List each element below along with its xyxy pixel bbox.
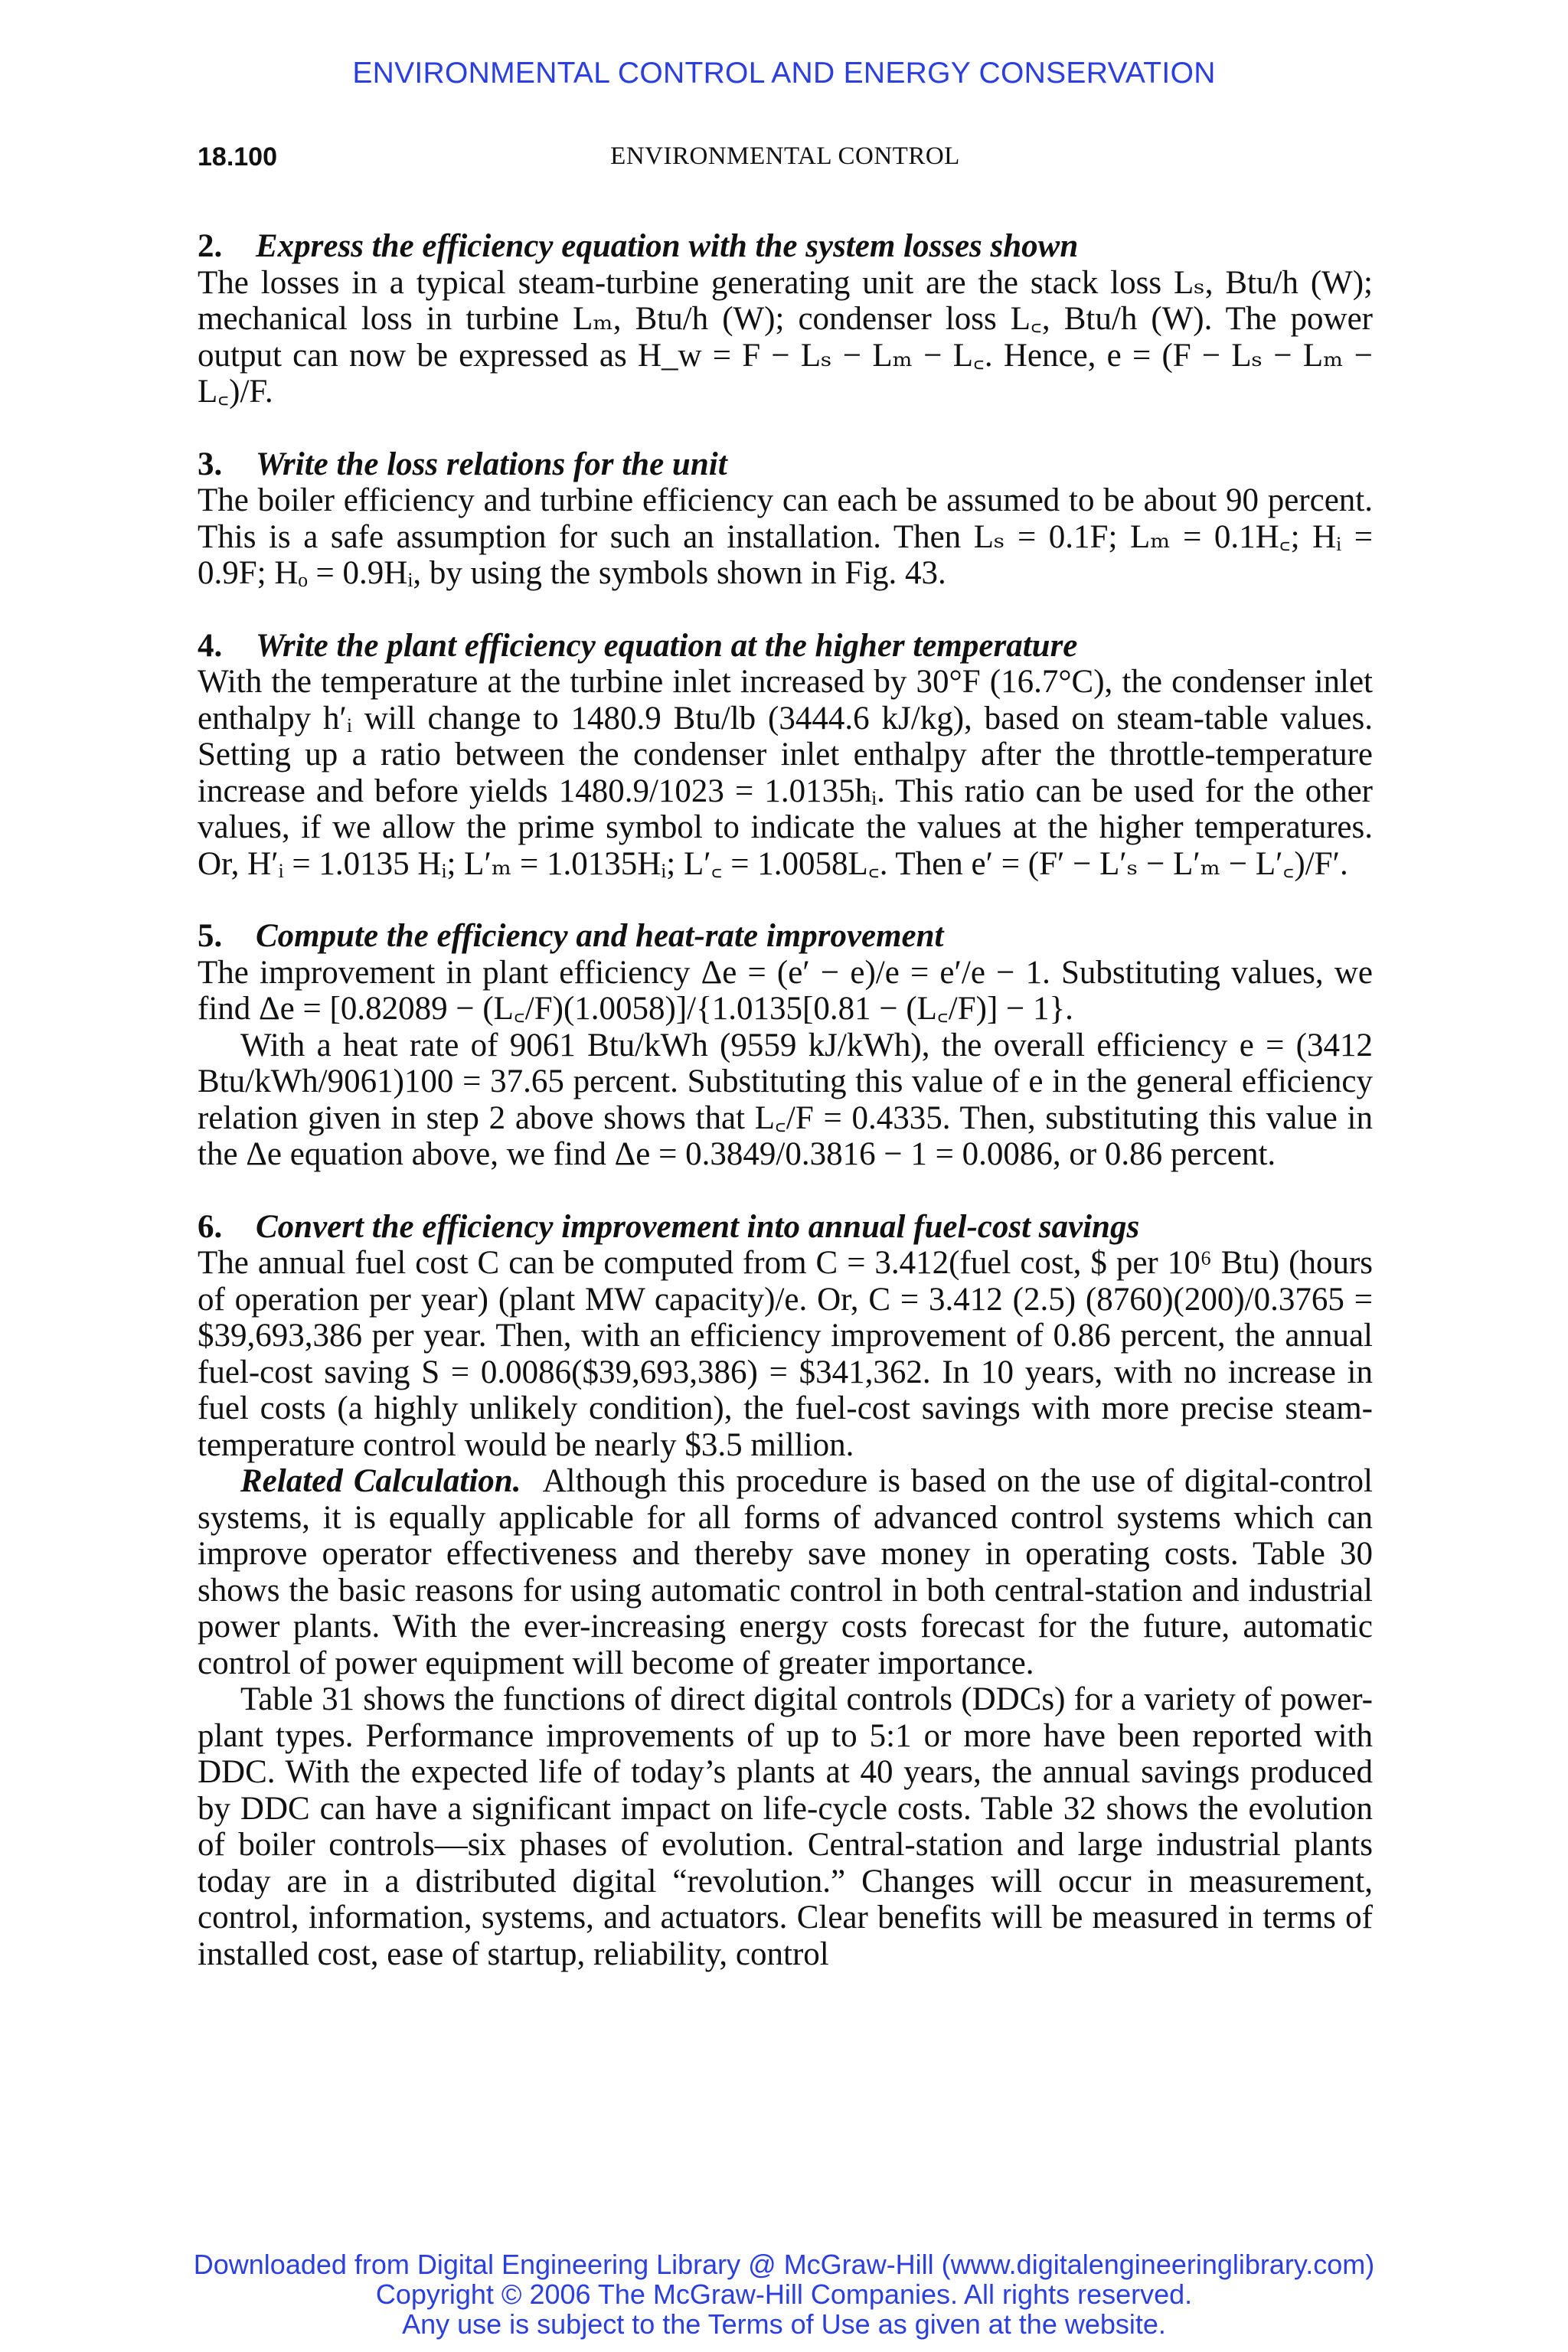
step-number: 2. <box>198 228 223 264</box>
step-title: Write the loss relations for the unit <box>256 446 727 482</box>
step-3 <box>198 446 1373 592</box>
closing-paragraph: Table 31 shows the functions of direct digital controls (DDCs) for a variety of power-plant types. Performance improvements of up to 5:1 or more have been reported with DDC. With the expected life of today’s plants at 40 years, the annual savings produced by DDC can have a significant impact on life-cycle costs. Table 32 shows the evolution of boiler controls—six phases of evolution. Central-station and large industrial plants today are in a distributed digital “revolution.” Changes will occur in measurement, control, information, systems, and actuators. Clear benefits will be measured in terms of installed cost, ease of startup, reliability, control <box>198 1681 1373 1972</box>
step-heading <box>198 628 1373 665</box>
page-number: 18.100 <box>198 142 277 172</box>
step-body: The improvement in plant efficiency Δe = (e′ − e)/e = e′/e − 1. Substituting values, we find Δe = [0.82089 − (L꜀/F)(1.0058)]/{1.0135[0.81 − (L꜀/F)] − 1}. <box>198 954 1373 1027</box>
step-body: The losses in a typical steam-turbine generating unit are the stack loss Lₛ, Btu/h (W); mechanical loss in turbine Lₘ, Btu/h (W); condenser loss L꜀, Btu/h (W). The power output can now be expressed as H_w = F − Lₛ − Lₘ − L꜀. Hence, e = (F − Lₛ − Lₘ − L꜀)/F. <box>198 264 1373 410</box>
step-title: Write the plant efficiency equation at the higher temperature <box>256 627 1078 664</box>
page-body <box>198 228 1373 1972</box>
step-number: 4. <box>198 627 223 664</box>
step-body: With the temperature at the turbine inlet increased by 30°F (16.7°C), the condenser inlet enthalpy h′ᵢ will change to 1480.9 Btu/lb (3444.6 kJ/kg), based on steam-table values. Setting up a ratio between the condenser inlet enthalpy after the throttle-temperature increase and before yields 1480.9/1023 = 1.0135hᵢ. This ratio can be used for the other values, if we allow the prime symbol to indicate the values at the higher temperatures. Or, H′ᵢ = 1.0135 Hᵢ; L′ₘ = 1.0135Hᵢ; L′꜀ = 1.0058L꜀. Then e′ = (F′ − L′ₛ − L′ₘ − L′꜀)/F′. <box>198 664 1373 882</box>
step-heading <box>198 228 1373 265</box>
top-banner[interactable]: ENVIRONMENTAL CONTROL AND ENERGY CONSERVATION <box>352 57 1216 90</box>
step-title: Compute the efficiency and heat-rate improvement <box>256 918 944 954</box>
running-title: ENVIRONMENTAL CONTROL <box>610 142 960 170</box>
step-6 <box>198 1209 1373 1973</box>
step-heading <box>198 446 1373 483</box>
footer-download-line[interactable]: Downloaded from Digital Engineering Library @ McGraw-Hill (www.digitalengineeringlibrary.com) <box>193 2249 1375 2280</box>
footer-terms-line: Any use is subject to the Terms of Use as given at the website. <box>402 2308 1166 2340</box>
related-calculation-text: Although this procedure is based on the use of digital-control systems, it is equally applicable for all forms of advanced control systems which can improve operator effectiveness and thereby save money in operating costs. Table 30 shows the basic reasons for using automatic control in both central-station and industrial power plants. With the ever-increasing energy costs forecast for the future, automatic control of power equipment will become of greater importance. <box>198 1463 1373 1681</box>
step-4 <box>198 628 1373 883</box>
step-body: The annual fuel cost C can be computed from C = 3.412(fuel cost, $ per 10⁶ Btu) (hours of operation per year) (plant MW capacity)/e. Or, C = 3.412 (2.5) (8760)(200)/0.3765 = $39,693,386 per year. Then, with an efficiency improvement of 0.86 percent, the annual fuel-cost saving S = 0.0086($39,693,386) = $341,362. In 10 years, with no increase in fuel costs (a highly unlikely condition), the fuel-cost savings with more precise steam-temperature control would be nearly $3.5 million. <box>198 1245 1373 1463</box>
step-number: 5. <box>198 918 223 954</box>
footer-copyright-line: Copyright © 2006 The McGraw-Hill Companies. All rights reserved. <box>375 2278 1193 2310</box>
related-calculation-label: Related Calculation. <box>240 1463 521 1499</box>
step-body-continued: With a heat rate of 9061 Btu/kWh (9559 kJ/kWh), the overall efficiency e = (3412 Btu/kWh/9061)100 = 37.65 percent. Substituting this value of e in the general efficiency relation given in step 2 above shows that L꜀/F = 0.4335. Then, substituting this value in the Δe equation above, we find Δe = 0.3849/0.3816 − 1 = 0.0086, or 0.86 percent. <box>198 1027 1373 1172</box>
step-5 <box>198 918 1373 1173</box>
running-head <box>198 142 1373 181</box>
step-number: 6. <box>198 1208 223 1245</box>
step-2 <box>198 228 1373 410</box>
step-body: The boiler efficiency and turbine efficiency can each be assumed to be about 90 percent. This is a safe assumption for such an installation. Then Lₛ = 0.1F; Lₘ = 0.1H꜀; Hᵢ = 0.9F; Hₒ = 0.9Hᵢ, by using the symbols shown in Fig. 43. <box>198 482 1373 591</box>
step-title: Convert the efficiency improvement into annual fuel-cost savings <box>256 1208 1140 1245</box>
step-heading <box>198 1209 1373 1246</box>
download-footer[interactable] <box>0 2249 1568 2339</box>
related-calculation <box>198 1463 1373 1681</box>
step-heading <box>198 918 1373 955</box>
step-title: Express the efficiency equation with the system losses shown <box>256 228 1079 264</box>
step-number: 3. <box>198 446 223 482</box>
